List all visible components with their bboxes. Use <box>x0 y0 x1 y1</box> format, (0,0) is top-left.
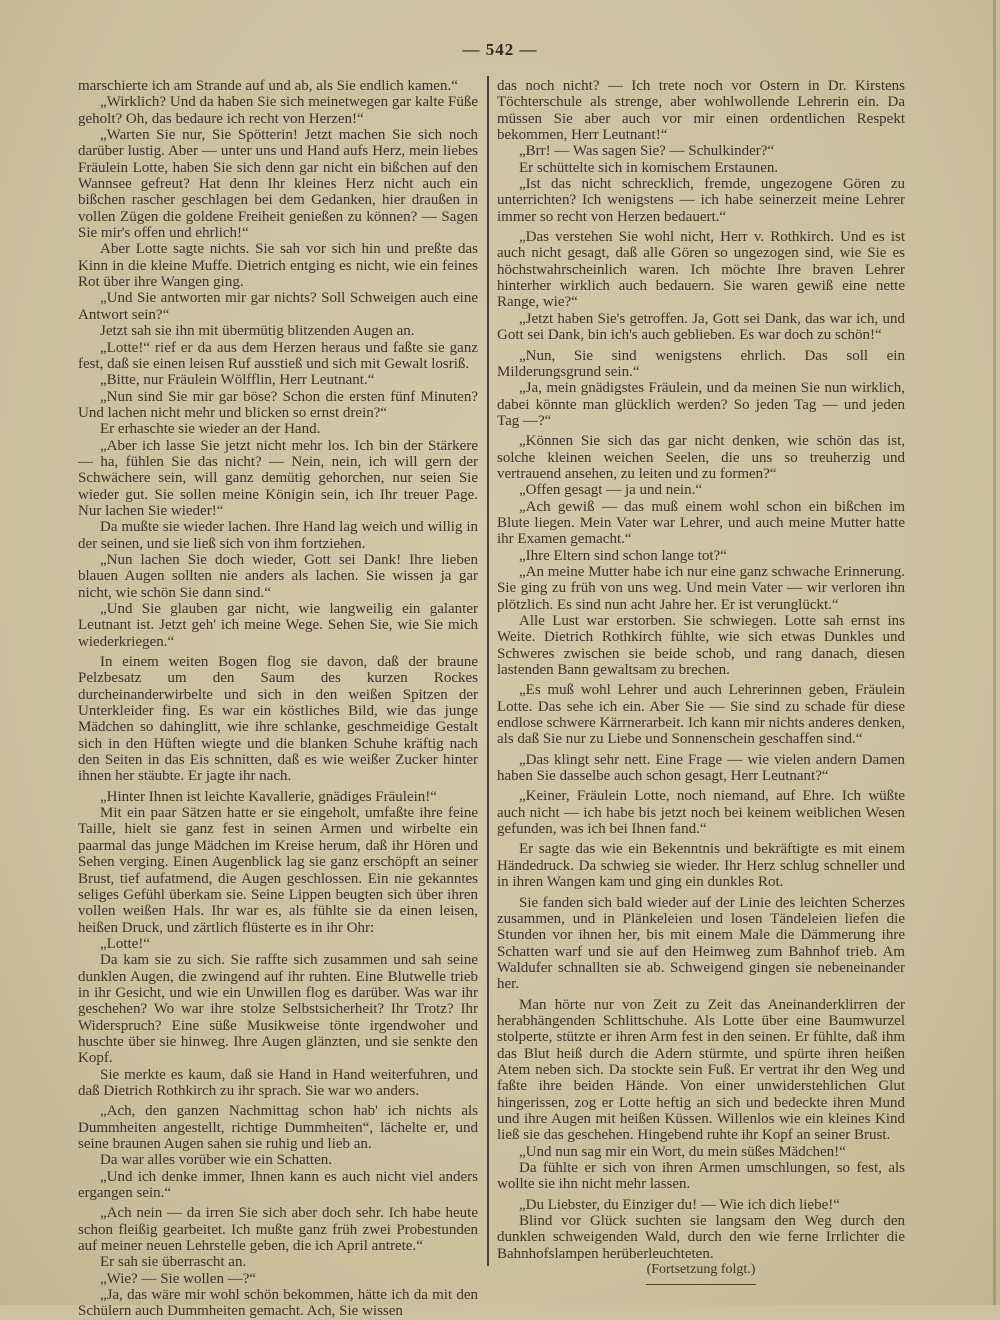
paragraph: „Warten Sie nur, Sie Spötterin! Jetzt machen Sie sich noch darüber lustig. Aber — unter uns und Hand aufs Herz, mein liebes Fräulein Lotte, haben Sie sich denn gar nicht ein bißchen auf den Wannsee gefreut? Hat denn Ihr kleines Herz nicht auch ein bißchen rascher geschlagen bei dem Gedanken, hier draußen in vollen Zügen die goldene Freiheit genießen zu können? — Sagen Sie mir's offen und ehrlich!“ <box>78 127 478 242</box>
paragraph: Da war alles vorüber wie ein Schatten. <box>100 1152 332 1169</box>
paragraph: „Wie? — Sie wollen —?“ <box>100 1270 257 1287</box>
paragraph: Da fühlte er sich von ihren Armen umschlungen, so fest, als wollte sie ihn nicht mehr lassen. <box>497 1160 905 1193</box>
paragraph: „Ihre Eltern sind schon lange tot?“ <box>519 547 727 564</box>
paragraph: Er sagte das wie ein Bekenntnis und bekräftigte es mit einem Händedruck. Da schwieg sie wieder. Ihr Herz schlug schneller und in ihren Wangen kam und ging ein dunkles Rot. <box>497 841 905 891</box>
paragraph: „Bitte, nur Fräulein Wölfflin, Herr Leutnant.“ <box>100 372 375 389</box>
left-column <box>78 78 478 1320</box>
paragraph: „Keiner, Fräulein Lotte, noch niemand, auf Ehre. Ich wüßte auch nicht — ich habe bis jetzt noch bei keinem weiblichen Wesen gefunden, was ich bei Ihnen fand.“ <box>497 788 905 838</box>
paragraph: „Brr! — Was sagen Sie? — Schulkinder?“ <box>519 143 775 160</box>
paragraph: Blind vor Glück suchten sie langsam den Weg durch den dunklen schweigenden Wald, durch den wie ferne Irrlichter die Bahnhofslampen herüberleuchteten. <box>497 1213 905 1262</box>
right-column <box>497 78 905 1285</box>
paragraph: Sie merkte es kaum, daß sie Hand in Hand weiterfuhren, und daß Dietrich Rothkirch zu ihr sprach. Sie war wo anders. <box>78 1066 478 1099</box>
paragraph: Er sah sie überrascht an. <box>100 1254 247 1271</box>
paragraph: Alle Lust war erstorben. Sie schwiegen. Lotte sah ernst ins Weite. Dietrich Rothkirch fühlte, wie sich etwas Dunkles und Schweres zwischen sie beide schob, und rang danach, diesen lastenden Bann gewaltsam zu brechen. <box>497 613 905 679</box>
paragraph: „Ist das nicht schrecklich, fremde, ungezogene Gören zu unterrichten? Ich wenigstens — ich habe seinerzeit meine Lehrer immer so recht von Herzen bedauert.“ <box>497 176 905 225</box>
paragraph: das noch nicht? — Ich trete noch vor Ostern in Dr. Kirstens Töchterschule als strenge, aber wohlwollende Lehrerin ein. Da müssen Sie aber auch vor mir einen ordentlichen Respekt bekommen, Herr Leutnant!“ <box>497 78 905 144</box>
paragraph: „Aber ich lasse Sie jetzt nicht mehr los. Ich bin der Stärkere — ha, fühlen Sie das nicht? — Nein, nein, ich will gern der Schwächere sein, will ganz demütig gehorchen, nur seien Sie wieder gut. Sie sollen meine Königin sein, ich Ihr treuer Page. Nur lachen Sie wieder!“ <box>78 437 478 519</box>
paragraph: „Wirklich? Und da haben Sie sich meinetwegen gar kalte Füße geholt? Oh, das bedaure ich recht von Herzen!“ <box>78 94 478 127</box>
paragraph: „Lotte!“ rief er da aus dem Herzen heraus und faßte sie ganz fest, daß sie einen leisen Ruf ausstieß und sich mit Gewalt losriß. <box>78 339 478 372</box>
paragraph: „Nun sind Sie mir gar böse? Schon die ersten fünf Minuten? Und lachen nicht mehr und blicken so ernst drein?“ <box>78 388 478 421</box>
paragraph: „Hinter Ihnen ist leichte Kavallerie, gnädiges Fräulein!“ <box>100 788 437 805</box>
paragraph: marschierte ich am Strande auf und ab, als Sie endlich kamen.“ <box>78 78 458 94</box>
paragraph: „Ach nein — da irren Sie sich aber doch sehr. Ich habe heute schon fleißig gearbeitet. Ich mußte ganz früh zwei Probestunden auf meiner neuen Lehrstelle geben, die ich April antrete.“ <box>78 1205 478 1255</box>
paragraph: „Und Sie antworten mir gar nichts? Soll Schweigen auch eine Antwort sein?“ <box>78 290 478 323</box>
paragraph: Er schüttelte sich in komischem Erstaunen. <box>519 159 779 176</box>
paragraph: Da mußte sie wieder lachen. Ihre Hand lag weich und willig in der seinen, und sie ließ sich von ihm fortziehen. <box>78 519 478 552</box>
paragraph: „Und ich denke immer, Ihnen kann es auch nicht viel anders ergangen sein.“ <box>78 1168 478 1202</box>
paragraph: „An meine Mutter habe ich nur eine ganz schwache Erinnerung. Sie ging zu früh von uns weg. Und mein Vater — wir verloren ihn plötzlich. Es sind nun acht Jahre her. Er ist verunglückt.“ <box>497 563 905 613</box>
paragraph: „Nun, Sie sind wenigstens ehrlich. Das soll ein Milderungsgrund sein.“ <box>497 347 905 380</box>
paragraph: „Das verstehen Sie wohl nicht, Herr v. Rothkirch. Und es ist auch nicht gesagt, daß alle Gören so ungezogen sind, wie Sie es höchstwahrscheinlich waren. Ich möchte Ihre braven Lehrer hinterher wirklich auch bedauern. Sie waren gewiß eine nette Range, wie?“ <box>497 229 905 311</box>
paragraph: „Es muß wohl Lehrer und auch Lehrerinnen geben, Fräulein Lotte. Das sehe ich ein. Aber Sie — Sie sind zu schade für diese endlose schwere Kärrnerarbeit. Ich kann mir nichts anderes denken, als daß Sie nur zu Liebe und Sonnenschein geschaffen sind.“ <box>497 682 905 748</box>
paragraph: „Das klingt sehr nett. Eine Frage — wie vielen andern Damen haben Sie dasselbe auch schon gesagt, Herr Leutnant?“ <box>497 751 905 785</box>
paragraph: Da kam sie zu sich. Sie raffte sich zusammen und sah seine dunklen Augen, die zwingend auf ihr ruhten. Eine Blutwelle trieb in ihr Gesicht, und wie ein Unwillen flog es darüber. Was war ihr geschehen? Wo war ihre stolze Selbstsicherheit? Ihr Trotz? Ihr Widerspruch? Eine süße Musikweise tönte irgendwoher und huschte über sie hinweg. Ihre Augen glänzten, und sie senkte den Kopf. <box>78 952 478 1067</box>
footer-rule <box>646 1284 756 1285</box>
paragraph: „Ach gewiß — das muß einem wohl schon ein bißchen im Blute liegen. Mein Vater war Lehrer, und auch meine Mutter hatte ihr Examen gemacht.“ <box>497 498 905 548</box>
paragraph: „Ja, das wäre mir wohl schön bekommen, hätte ich da mit den Schülern auch Dummheiten gemacht. Ach, Sie wissen <box>78 1287 478 1320</box>
paragraph: „Ach, den ganzen Nachmittag schon hab' ich nichts als Dummheiten angestellt, richtige Dummheiten“, lächelte er, und seine braunen Augen sahen sie ruhig und lieb an. <box>78 1103 478 1152</box>
paragraph: Aber Lotte sagte nichts. Sie sah vor sich hin und preßte das Kinn in die kleine Muffe. Dietrich entging es nicht, wie ein feines Rot über ihre Wangen ging. <box>78 241 478 291</box>
continuation-note: (Fortsetzung folgt.) <box>646 1262 756 1278</box>
paragraph: „Können Sie sich das gar nicht denken, wie schön das ist, solche kleinen weichen Seelen, die uns so treuherzig und vertrauend ansehen, zu leiten und zu formen?“ <box>497 433 905 482</box>
paragraph: Mit ein paar Sätzen hatte er sie eingeholt, umfaßte ihre feine Taille, hielt sie ganz fest in seinen Armen und wirbelte ein paarmal das junge Mädchen im Kreise herum, daß ihr Hören und Sehen verging. Einen Augenblick lag sie ganz erschöpft an seiner Brust, tief aufatmend, die Augen geschlossen. Ein nie gekanntes seliges Gefühl überkam sie. Seine Lippen beugten sich über ihren vollen weißen Hals. Ihr war es, als fühlte sie da einen leisen, heißen Druck, und zärtlich flüsterte es in ihr Ohr: <box>78 805 478 936</box>
paragraph: „Jetzt haben Sie's getroffen. Ja, Gott sei Dank, das war ich, und Gott sei Dank, bin ich's auch geblieben. Es war doch zu schön!“ <box>497 310 905 344</box>
paragraph: Man hörte nur von Zeit zu Zeit das Aneinanderklirren der herabhängenden Schlittschuhe. Als Lotte über eine Baumwurzel stolperte, stützte er ihren Arm fest in den seinen. Er fühlte, daß ihm das Blut heiß durch die Adern stürmte, und spürte ihren heißen Atem neben sich. Da stockte sein Fuß. Er vertrat ihr den Weg und faßte ihre beiden Hände. Von einer unwiderstehlichen Glut hingerissen, zog er Lotte heftig an sich und bedeckte ihren Mund und ihre Augen mit heißen Küssen. Willenlos wie ein kleines Kind ließ sie das geschehen. Hingebend ruhte ihr Kopf an seiner Brust. <box>497 996 905 1144</box>
paragraph: „Nun lachen Sie doch wieder, Gott sei Dank! Ihre lieben blauen Augen sollten nie anders als lachen. Sie wissen ja gar nicht, wie schön Sie dann sind.“ <box>78 551 478 601</box>
column-divider <box>487 76 489 1266</box>
paragraph: In einem weiten Bogen flog sie davon, daß der braune Pelzbesatz um den Saum des kurzen Rockes durcheinanderwirbelte und sich in den weißen Spitzen der Unterkleider fing. Es war ein köstliches Bild, wie das junge Mädchen so dahinglitt, wie ihre schlanke, geschmeidige Gestalt sich in den Hüften wiegte und die blanken Schuhe kräftig nach den Seiten in das Eis schnitten, daß es wie weißer Zucker hinter ihnen her stäubte. Er jagte ihr nach. <box>78 654 478 785</box>
page-number: — 542 — <box>462 40 538 59</box>
paragraph: Sie fanden sich bald wieder auf der Linie des leichten Scherzes zusammen, und in Plänkeleien und losen Tändeleien liefen die Stunden vor ihnen her, bis mit einem Male die Dämmerung ihre Schatten warf und sie auf den Heimweg zum Bahnhof trieb. Am Waldufer schnallten sie ab. Schweigend gingen sie nebeneinander her. <box>497 894 905 993</box>
paragraph: „Ja, mein gnädigstes Fräulein, und da meinen Sie nun wirklich, dabei könnte man glücklich werden? So jeden Tag — und jeden Tag —?“ <box>497 380 905 429</box>
paragraph: „Und nun sag mir ein Wort, du mein süßes Mädchen!“ <box>519 1143 846 1160</box>
paragraph: „Und Sie glauben gar nicht, wie langweilig ein galanter Leutnant ist. Jetzt geh' ich meine Wege. Sehen Sie, wie Sie mich wiederkriegen.“ <box>78 601 478 650</box>
paragraph: „Du Liebster, du Einziger du! — Wie ich dich liebe!“ <box>519 1196 840 1213</box>
paragraph: Jetzt sah sie ihn mit übermütig blitzenden Augen an. <box>100 323 415 340</box>
paragraph: „Offen gesagt — ja und nein.“ <box>519 482 702 499</box>
paragraph: Er erhaschte sie wieder an der Hand. <box>100 421 321 438</box>
page-edge <box>993 0 996 1305</box>
paragraph: „Lotte!“ <box>100 935 150 952</box>
